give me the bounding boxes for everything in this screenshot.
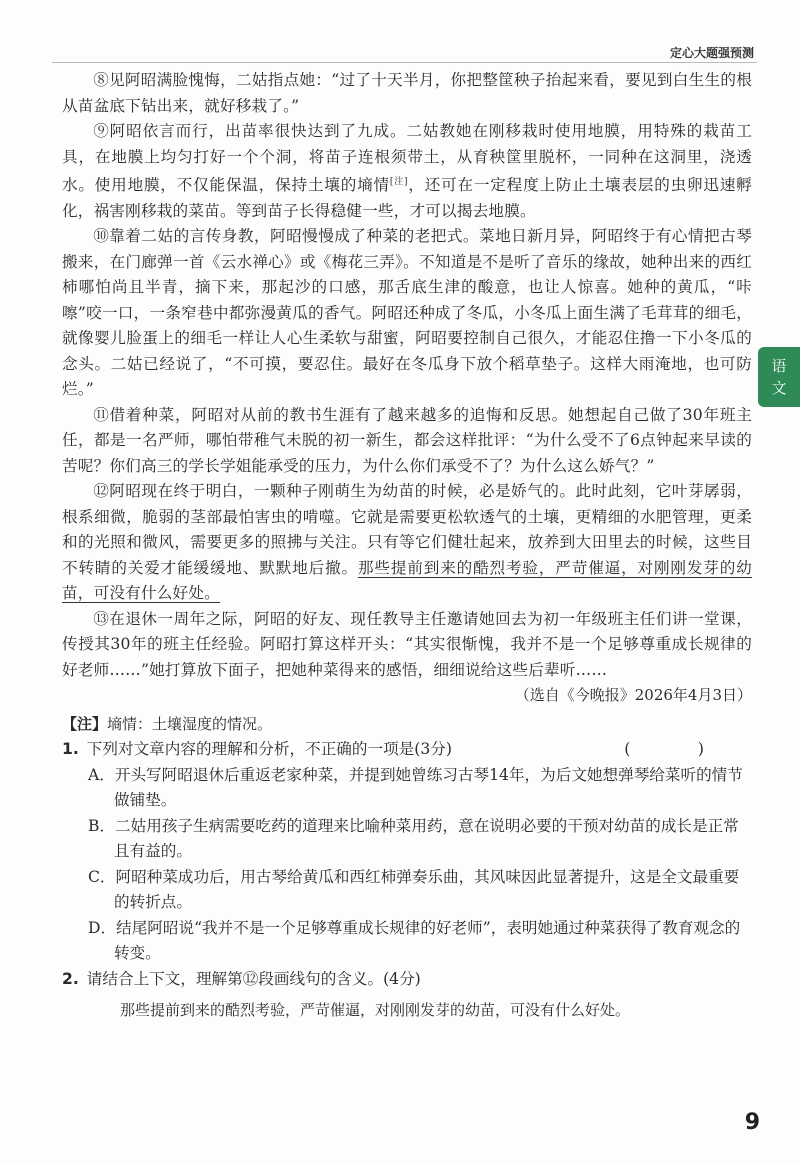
question-1-answer-blank[interactable]: ( ): [624, 740, 730, 759]
subject-tab-char-2: 文: [771, 379, 787, 397]
question-2: [62, 967, 752, 993]
footnote-mark: [注]: [389, 177, 408, 187]
page-number: 9: [744, 1110, 760, 1135]
question-2-stem: 请结合上下文，理解第⑫段画线句的含义。(4分): [86, 969, 421, 988]
page-header-title: 定心大题强预测: [669, 46, 754, 60]
paragraph-13: ⑬在退休一周年之际，阿昭的好友、现任教导主任邀请她回去为初一年级班主任们讲一堂课，传授其30年的班主任经验。阿昭打算这样开头：“其实很惭愧，我并不是一个足够尊重成长规律的好老师……”她打算放下面子，把她种菜得来的感悟，细细说给这些后辈听……: [62, 609, 752, 679]
header-divider: [52, 62, 757, 63]
question-1-number: 1.: [62, 740, 79, 759]
paragraph-12: [62, 479, 752, 607]
article-source: （选自《今晚报》2026年4月3日）: [514, 686, 752, 705]
question-1-option-b: B．二姑用孩子生病需要吃药的道理来比喻种菜用药，意在说明必要的干预对幼苗的成长是正常且有益的。: [88, 816, 739, 861]
subject-tab: [758, 347, 800, 407]
paragraph-10: ⑩靠着二姑的言传身教，阿昭慢慢成了种菜的老把式。菜地日新月异，阿昭终于有心情把古琴搬来，在门廊弹一首《云水禅心》或《梅花三弄》。不知道是不是听了音乐的缘故，她种出来的西红柿哪怕尚且半青，摘下来，那起沙的口感，那舌底生津的酸意，也让人惊喜。她种的黄瓜，“咔嚓”咬一口，一条窄巷中都弥漫黄瓜的香气。阿昭还种成了冬瓜，小冬瓜上面生满了毛茸茸的细毛，就像婴儿脸蛋上的细毛一样让人心生柔软与甜蜜，阿昭要控制自己很久，才能忍住撸一下小冬瓜的念头。二姑已经说了，“不可摸，要忍住。最好在冬瓜身下放个稻草垫子。这样大雨淹地，也可防烂。”: [62, 227, 752, 399]
question-1-stem: 下列对文章内容的理解和分析，不正确的一项是(3分): [86, 740, 452, 759]
question-2-quote: 那些提前到来的酷烈考验，严苛催逼，对刚刚发芽的幼苗，可没有什么好处。: [120, 1001, 631, 1020]
question-1-option-c: C．阿昭种菜成功后，用古琴给黄瓜和西红柿弹奏乐曲，其风味因此显著提升，这是全文最重要的转折点。: [88, 867, 740, 912]
footnote-text: 墒情：土壤湿度的情况。: [107, 715, 273, 734]
underlined-sentence: 那些提前到来的酷烈考验，严苛催逼，对刚刚发芽的幼苗，可没有什么好处。: [62, 558, 752, 603]
paragraph-11: ⑪借着种菜，阿昭对从前的教书生涯有了越来越多的追悔和反思。她想起自己做了30年班主任，都是一名严师，哪怕带稚气未脱的初一新生，都会这样批评：“为什么受不了6点钟起来早读的苦呢？你们高三的学长学姐能承受的压力，为什么你们承受不了？为什么这么娇气？”: [62, 405, 752, 475]
paragraph-9-text: ⑨阿昭依言而行，出苗率很快达到了九成。二姑教她在刚移栽时使用地膜，用特殊的栽苗工具，在地膜上均匀打好一个个洞，将苗子连根须带土，从育秧筐里脱杯，一同种在这洞里，浇透水。使用地膜，不仅能保温，保持土壤的墒情: [62, 122, 752, 195]
question-2-number: 2.: [62, 969, 79, 988]
article-content: [62, 68, 752, 1023]
subject-tab-char-1: 语: [771, 357, 787, 375]
question-1: [62, 737, 752, 763]
paragraph-9-tail: ，还可在一定程度上防止土壤表层的虫卵迅速孵化，祸害刚移栽的菜苗。等到苗子长得稳健一些，才可以揭去地膜。: [62, 176, 752, 220]
question-1-option-d: D．结尾阿昭说“我并不是一个足够尊重成长规律的好老师”，表明她通过种菜获得了教育观念的转变。: [88, 918, 741, 963]
paragraph-12-text: ⑫阿昭现在终于明白，一颗种子刚萌生为幼苗的时候，必是娇气的。此时此刻，它叶芽孱弱，根系细微，脆弱的茎部最怕害虫的啃噬。它就是需要更松软透气的土壤，更精细的水肥管理，更柔和的光照和微风，需要更多的照拂与关注。只有等它们健壮起来，放养到大田里去的时候，这些目不转睛的关爱才能缓缓地、默默地后撤。: [62, 482, 752, 577]
paragraph-9: [62, 119, 752, 224]
paragraph-8: ⑧见阿昭满脸愧悔，二姑指点她：“过了十天半月，你把整筐秧子抬起来看，要见到白生生的根从苗盆底下钻出来，就好移栽了。”: [62, 71, 752, 115]
footnote: [62, 712, 752, 737]
footnote-label: 【注】: [62, 715, 108, 734]
question-1-option-a: A．开头写阿昭退休后重返老家种菜，并提到她曾练习古琴14年，为后文她想弹琴给菜听的情节做铺垫。: [88, 765, 743, 810]
